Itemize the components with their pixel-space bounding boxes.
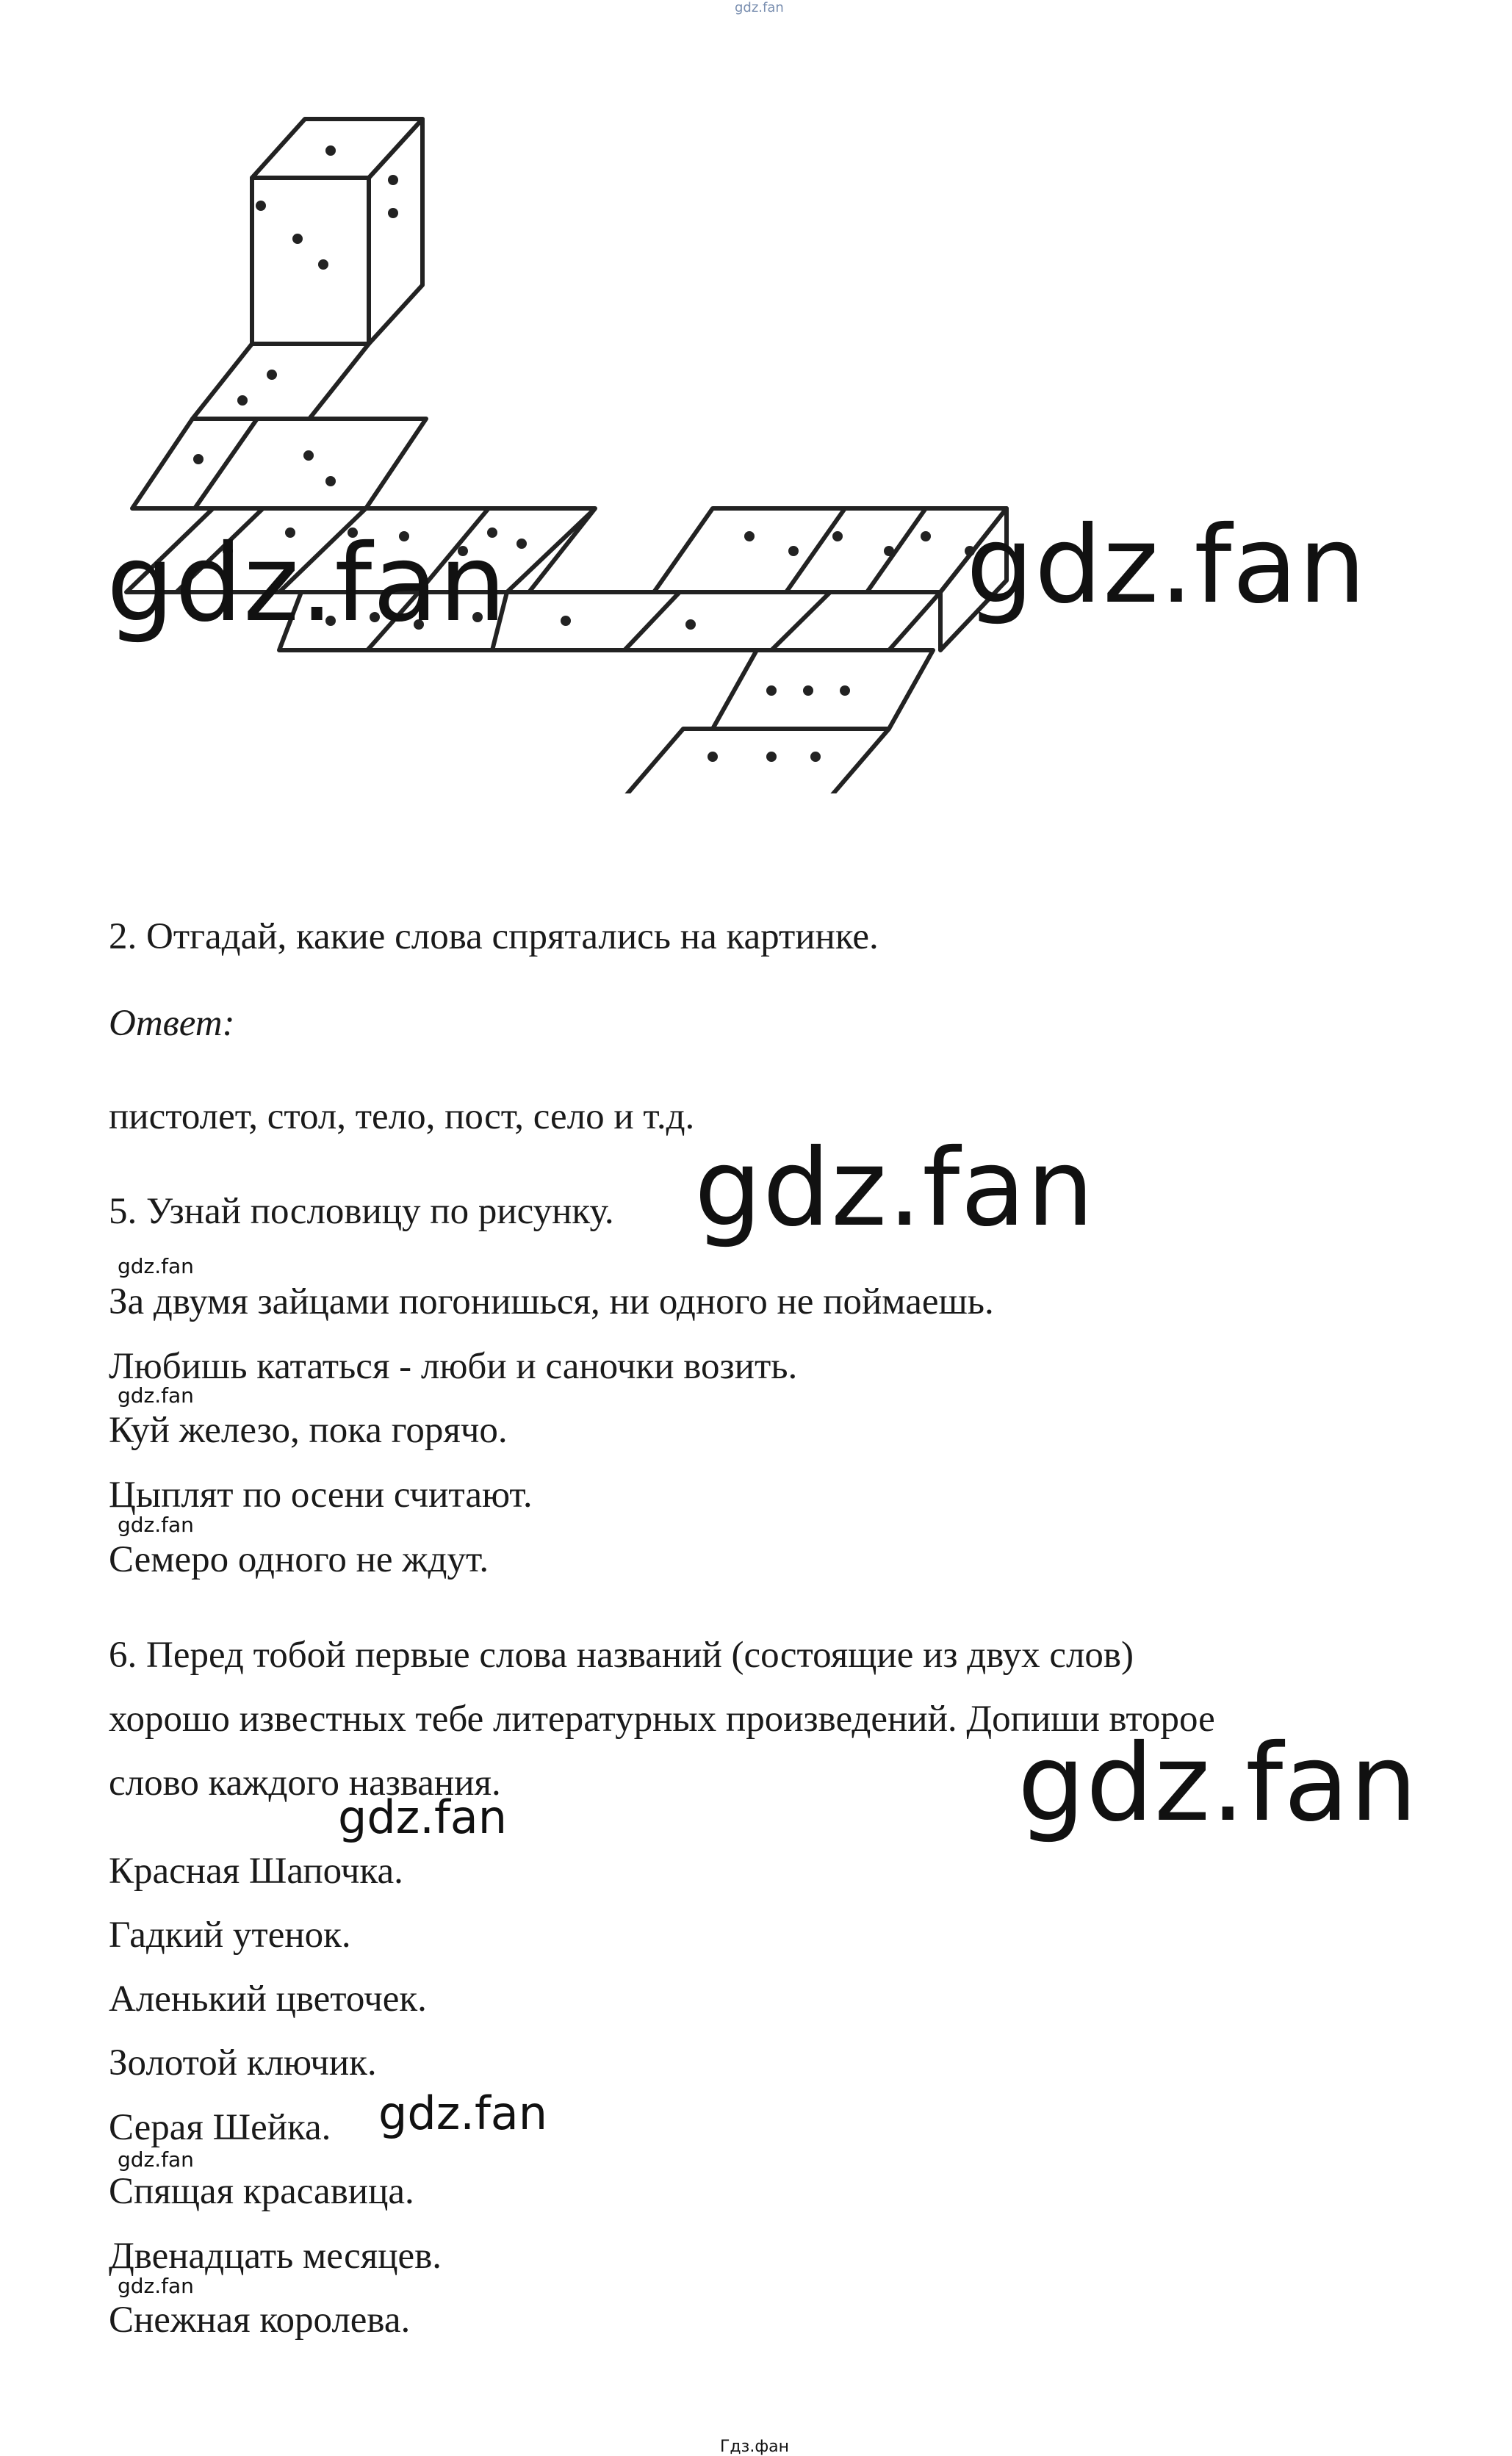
- task2-answer: пистолет, стол, тело, пост, село и т.д.: [109, 1096, 695, 1137]
- task6-answer-5: Серая Шейка.: [109, 2107, 331, 2148]
- watermark: gdz.fan: [694, 1126, 1095, 1250]
- top-watermark: gdz.fan: [735, 0, 784, 15]
- watermark: gdz.fan: [118, 1383, 194, 1408]
- watermark: gdz.fan: [1018, 1721, 1419, 1845]
- task5-answer-2: Любишь кататься - люби и саночки возить.: [109, 1346, 798, 1387]
- answer-label: Ответ:: [109, 1003, 235, 1044]
- task6-question-line-2: хорошо известных тебе литературных произведений. Допиши второе: [109, 1699, 1215, 1740]
- dominoes-dice-figure: [110, 110, 1153, 793]
- watermark: gdz.fan: [338, 1790, 508, 1844]
- footer-watermark: Гдз.фан: [720, 2438, 789, 2456]
- task5-answer-1: За двумя зайцами погонишься, ни одного не поймаешь.: [109, 1281, 994, 1322]
- task6-answer-4: Золотой ключик.: [109, 2042, 377, 2084]
- task6-answer-3: Аленький цветочек.: [109, 1978, 427, 2020]
- task6-answer-1: Красная Шапочка.: [109, 1851, 403, 1892]
- task5-answer-5: Семеро одного не ждут.: [109, 1539, 489, 1580]
- watermark: gdz.fan: [118, 2147, 194, 2172]
- watermark: gdz.fan: [118, 1513, 194, 1537]
- task2-question: 2. Отгадай, какие слова спрятались на картинке.: [109, 916, 879, 957]
- task6-answer-8: Снежная королева.: [109, 2300, 411, 2341]
- watermark: gdz.fan: [118, 1254, 194, 1278]
- watermark: gdz.fan: [966, 503, 1367, 627]
- watermark: gdz.fan: [107, 522, 508, 646]
- watermark: gdz.fan: [118, 2274, 194, 2298]
- task6-answer-6: Спящая красавица.: [109, 2171, 414, 2212]
- watermark: gdz.fan: [378, 2086, 548, 2140]
- task6-answer-7: Двенадцать месяцев.: [109, 2236, 442, 2277]
- task6-question-line-3: слово каждого названия.: [109, 1762, 501, 1804]
- task5-question: 5. Узнай пословицу по рисунку.: [109, 1191, 614, 1232]
- task5-answer-4: Цыплят по осени считают.: [109, 1474, 533, 1516]
- task6-answer-2: Гадкий утенок.: [109, 1915, 351, 1956]
- task6-question-line-1: 6. Перед тобой первые слова названий (состоящие из двух слов): [109, 1635, 1134, 1676]
- task5-answer-3: Куй железо, пока горячо.: [109, 1410, 508, 1451]
